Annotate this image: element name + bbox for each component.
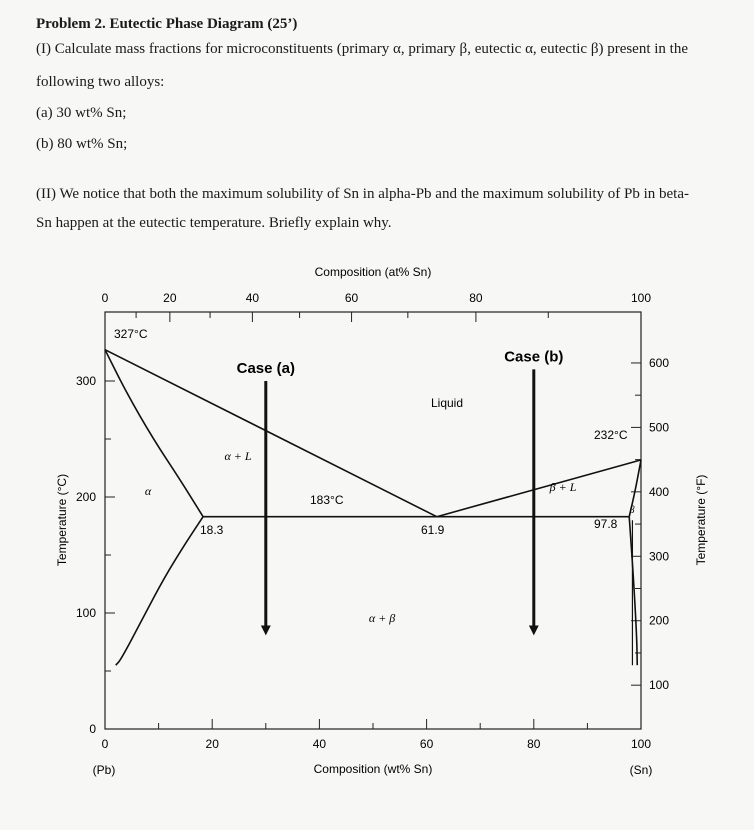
problem-title: Problem 2. Eutectic Phase Diagram (25’) <box>36 16 298 32</box>
case-a-text: (a) 30 wt% Sn; <box>36 105 127 121</box>
sn-end-label: (Sn) <box>629 763 653 777</box>
bottom-axis-title: Composition (wt% Sn) <box>313 762 433 776</box>
top-tick-label: 20 <box>163 291 177 305</box>
pb-melting-label: 327°C <box>114 327 148 341</box>
right-tick-label: 500 <box>649 420 670 435</box>
pb-end-label: (Pb) <box>92 763 116 777</box>
case-arrows <box>237 348 564 630</box>
beta-region-label: β <box>629 505 635 516</box>
eutectic-temp-label: 183°C <box>310 493 344 507</box>
alpha-max-label: 18.3 <box>200 523 224 537</box>
top-tick-label: 0 <box>101 291 109 305</box>
bottom-tick-label: 100 <box>630 737 652 751</box>
alpha-beta-region-label: α + β <box>368 611 396 625</box>
bottom-tick-label: 80 <box>527 737 541 751</box>
plot-frame <box>105 312 641 729</box>
solvus-right-curve <box>629 517 637 665</box>
case-b-text: (b) 80 wt% Sn; <box>36 136 128 152</box>
top-axis-title: Composition (at% Sn) <box>314 265 432 279</box>
bottom-tick-label: 60 <box>419 737 434 751</box>
case-b-label: Case (b) <box>504 348 564 366</box>
case-a-label: Case (a) <box>236 360 295 377</box>
beta-max-label: 97.8 <box>594 517 618 531</box>
top-tick-label: 100 <box>630 291 652 305</box>
bottom-tick-label: 40 <box>312 737 327 751</box>
eutectic-comp-label: 61.9 <box>421 523 445 537</box>
alpha-region-label: α <box>144 484 152 498</box>
alpha-liquid-region-label: α + L <box>224 449 252 463</box>
bottom-tick-label: 0 <box>101 737 109 751</box>
liquid-region-label: Liquid <box>430 396 464 410</box>
top-tick-label: 80 <box>469 291 483 305</box>
top-tick-label: 60 <box>344 291 359 305</box>
part2-line2: Sn happen at the eutectic temperature. Briefly explain why. <box>36 215 392 231</box>
left-tick-label: 300 <box>75 374 96 388</box>
bottom-tick-label: 20 <box>205 737 219 751</box>
top-tick-label: 40 <box>245 291 260 305</box>
sn-melting-label: 232°C <box>594 428 628 442</box>
right-axis-title: Temperature (°F) <box>694 474 708 566</box>
axis-ticks <box>76 291 669 751</box>
right-tick-label: 100 <box>649 678 670 693</box>
right-tick-label: 300 <box>649 549 670 564</box>
part1-line2: following two alloys: <box>36 74 165 90</box>
left-tick-label: 100 <box>75 606 96 620</box>
right-tick-label: 200 <box>649 613 670 628</box>
part1-line1: (I) Calculate mass fractions for microconstituents (primary α, primary β, eutectic α, eutectic β) present in the <box>36 41 689 57</box>
right-tick-label: 400 <box>649 484 670 499</box>
beta-liquid-region-label: β + L <box>549 480 577 494</box>
right-tick-label: 600 <box>649 355 670 370</box>
left-tick-label: 0 <box>89 722 96 736</box>
solvus-left-curve <box>116 517 203 665</box>
part2-line1: (II) We notice that both the maximum solubility of Sn in alpha-Pb and the maximum solubility of Pb in beta- <box>36 186 690 202</box>
left-axis-title: Temperature (°C) <box>55 473 69 567</box>
liquidus-right-line <box>437 460 641 517</box>
left-tick-label: 200 <box>75 490 96 504</box>
